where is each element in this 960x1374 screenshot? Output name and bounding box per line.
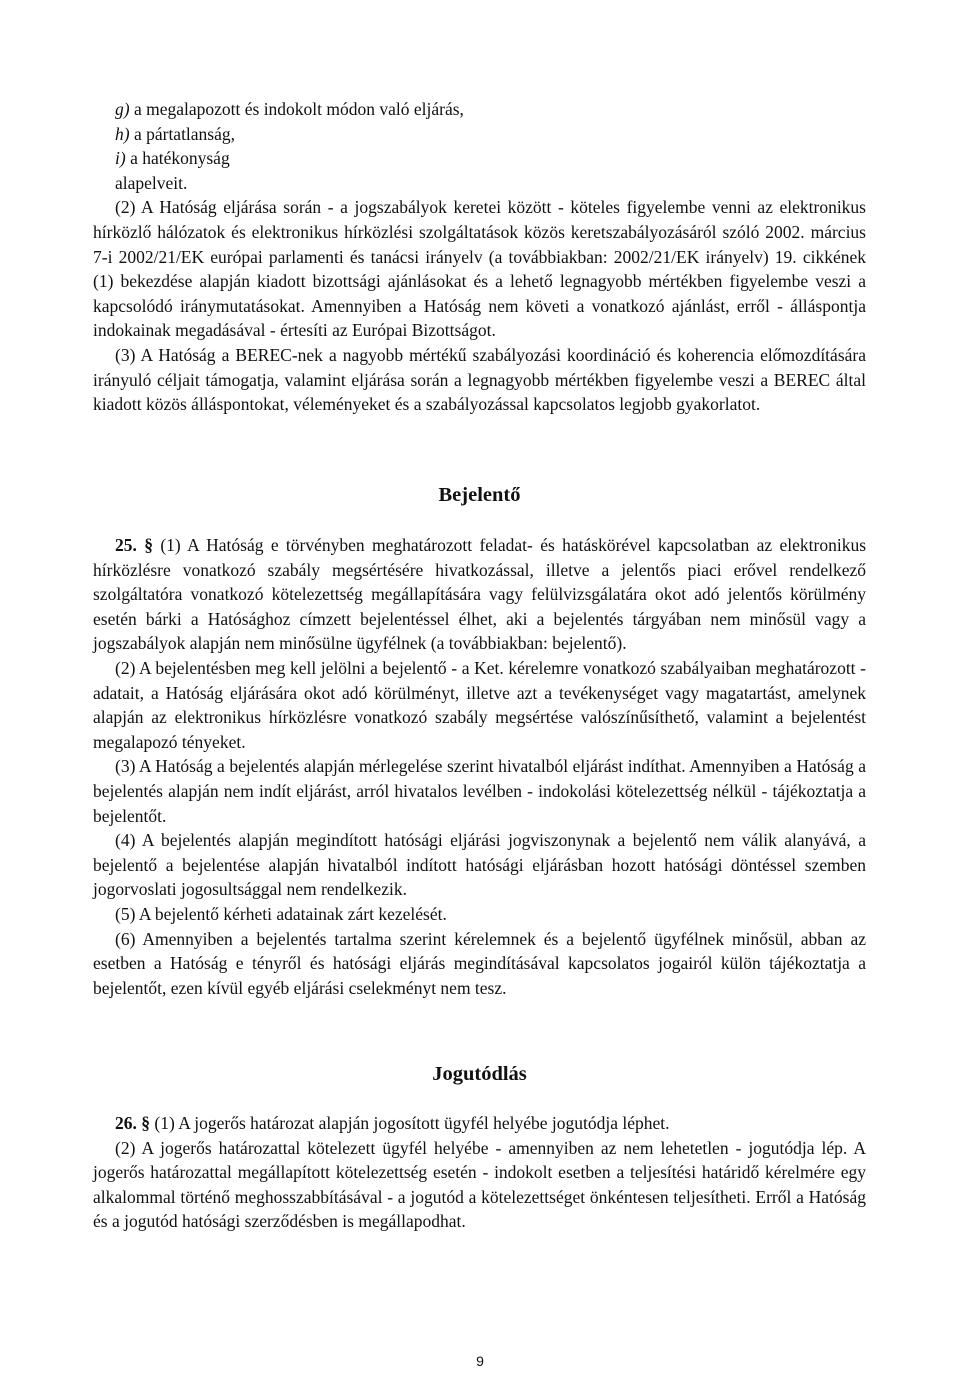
section-heading-jogutodlas: Jogutódlás <box>432 1063 527 1085</box>
section-bejelento-body <box>93 533 866 1000</box>
paragraph-3: (3) A Hatóság a BEREC-nek a nagyobb mértékű szabályozási koordináció és koherencia előmozdítására irányuló céljait támogatja, valamint eljárása során a legnagyobb mértékben figyelembe veszi a BEREC által kiadott közös álláspontokat, véleményeket és a szabályozással kapcsolatos legjobb gyakorlatot. <box>93 344 866 415</box>
section-25-paragraph-6: (6) Amennyiben a bejelentés tartalma szerint kérelemnek és a bejelentő ügyfélnek minősül, abban az esetben a Hatóság e tényről és hatósági eljárás megindításával kapcsolatos jogairól külön tájékoztatja a bejelentőt, ezen kívül egyéb eljárási cselekményt nem tesz. <box>93 928 866 998</box>
list-item: g) a megalapozott és indokolt módon való eljárás, <box>115 99 464 119</box>
intro-block <box>93 97 866 417</box>
section-number: 25. <box>115 535 137 555</box>
paragraph-sign: § <box>144 535 153 555</box>
section-25-paragraph-1: 25. § (1) A Hatóság e törvényben meghatározott feladat- és hatáskörével kapcsolatban az elektronikus hírközlésre vonatkozó szabály megsértésére hivatkozással, illetve a jelentős piaci erővel rendelkező szolgáltatóra vonatkozó kötelezettség megállapítására vagy felülvizsgálatára okot adó jelentős körülmény esetén bárki a Hatósághoz címzett bejelentéssel élhet, aki a bejelentés tárgyában nem minősül vagy a jogszabályok alapján nem minősülne ügyfélnek (a továbbiakban: bejelentő). <box>93 535 867 654</box>
section-number: 26. <box>115 1113 137 1133</box>
paragraph-sign: § <box>141 1113 150 1133</box>
list-closing: alapelveit. <box>115 172 188 193</box>
list-label: g) <box>115 99 130 119</box>
section-25-paragraph-3: (3) A Hatóság a bejelentés alapján mérlegelése szerint hivatalból eljárást indíthat. Amennyiben a Hatóság a bejelentés alapján nem indít eljárást, arról hivatalos levélben - indokolási kötelezettség nélkül - tájékoztatja a bejelentőt. <box>93 756 866 826</box>
list-item: h) a pártatlanság, <box>115 123 236 144</box>
paragraph-2: (2) A Hatóság eljárása során - a jogszabályok keretei között - köteles figyelembe venni az elektronikus hírközlő hálózatok és elektronikus hírközlési szolgáltatások közös keretszabályozásáról szóló 2002. március 7-i 2002/21/EK európai parlamenti és tanácsi irányelv (a továbbiakban: 2002/21/EK irányelv) 19. cikkének (1) bekezdése alapján kiadott bizottsági ajánlásokat és a lehető legnagyobb mértékben figyelembe veszi a kapcsolódó iránymutatásokat. Amennyiben a Hatóság nem követi a vonatkozó ajánlást, erről - álláspontja indokainak megadásával - értesíti az Európai Bizottságot. <box>93 197 866 341</box>
section-25-paragraph-5: (5) A bejelentő kérheti adatainak zárt kezelését. <box>115 903 447 924</box>
section-26-paragraph-1: 26. § (1) A jogerős határozat alapján jogosított ügyfél helyébe jogutódja léphet. <box>115 1113 670 1133</box>
list-label: i) <box>115 148 126 169</box>
list-label: h) <box>115 123 130 144</box>
section-jogutodlas-body <box>93 1111 866 1234</box>
list-item: i) a hatékonyság <box>115 148 230 169</box>
section-26-paragraph-2: (2) A jogerős határozattal kötelezett ügyfél helyébe - amennyiben az nem lehetetlen - jogutódja lép. A jogerős határozattal megállapított kötelezettség esetén - indokolt esetben a teljesítési határidő kérelmére egy alkalommal történő meghosszabbításával - a jogutód a kötelezettséget önkéntesen teljesítheti. Erről a Hatóság és a jogutód hatósági szerződésben is megállapodhat. <box>93 1137 866 1232</box>
section-25-paragraph-4: (4) A bejelentés alapján megindított hatósági eljárási jogviszonynak a bejelentő nem válik alanyává, a bejelentő a bejelentése alapján hivatalból indított hatósági eljárásban hozott hatósági döntéssel szemben jogorvoslati jogosultsággal nem rendelkezik. <box>93 830 866 900</box>
page-number: 9 <box>476 1353 484 1369</box>
section-heading-bejelento: Bejelentő <box>438 484 521 506</box>
section-25-paragraph-2: (2) A bejelentésben meg kell jelölni a bejelentő - a Ket. kérelemre vonatkozó szabályaiban meghatározott - adatait, a Hatóság eljárására okot adó körülményt, illetve azt a tevékenységet vagy magatartást, amelynek alapján az elektronikus hírközlésre vonatkozó szabály megsértése valószínűsíthető, valamint a bejelentést megalapozó tényeket. <box>93 657 866 752</box>
